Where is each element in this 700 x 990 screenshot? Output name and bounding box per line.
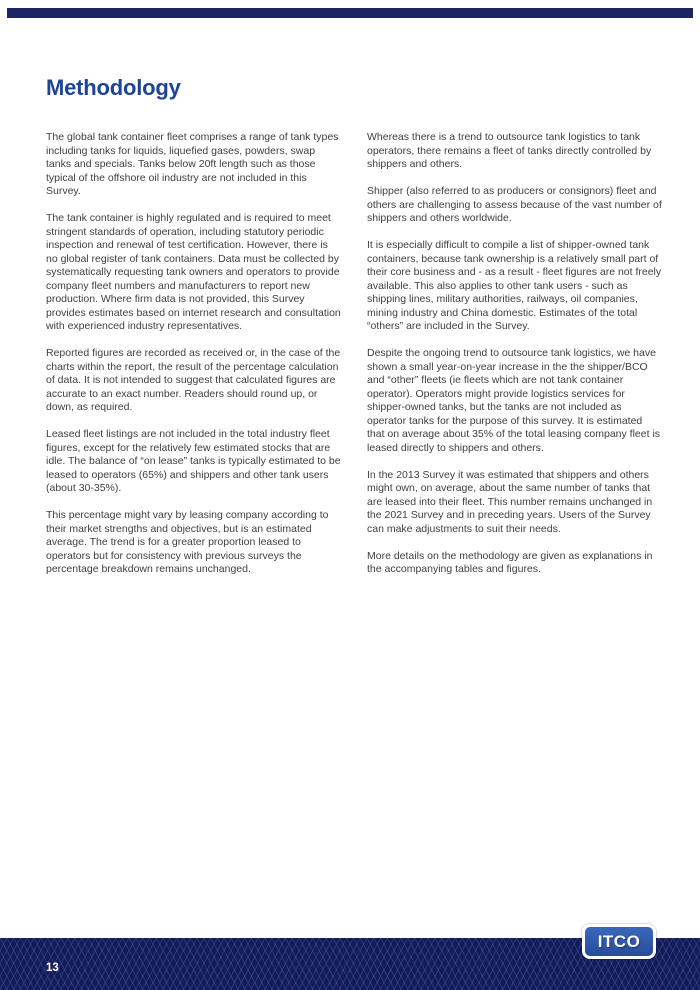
itco-logo-text: ITCO [597, 931, 641, 951]
paragraph: In the 2013 Survey it was estimated that shippers and others might own, on average, about the same number of tanks that are leased into their fleet. This number remains unchanged in the 2021 Survey and in preceding years. Users of the Survey can make adjustments to suit their needs. [367, 468, 653, 535]
page-title: Methodology [46, 75, 181, 100]
itco-logo [582, 924, 656, 959]
paragraph: It is especially difficult to compile a list of shipper-owned tank containers, because tank ownership is a relatively small part of their core business and - as a result - fleet figures are not freely available. This also applies to other tank users - such as shipping lines, military authorities, railways, oil companies, mining industry and China domestic. Estimates of the total “others” are included in the Survey. [367, 239, 662, 332]
left-column [46, 131, 341, 590]
right-column [367, 131, 662, 590]
paragraph: The global tank container fleet comprises a range of tank types including tanks for liquids, liquefied gases, powders, swap tanks and specials. Tanks below 20ft length such as those typical of the offshore oil industry are not included in this Survey. [46, 131, 339, 197]
paragraph: This percentage might vary by leasing company according to their market strengths and objectives, but is an estimated average. The trend is for a greater proportion leased to operators but for consistency with previous surveys the percentage breakdown remains unchanged. [46, 509, 329, 575]
paragraph: Shipper (also referred to as producers or consignors) fleet and others are challenging to assess because of the vast number of shippers and others worldwide. [367, 185, 662, 224]
paragraph: Reported figures are recorded as received or, in the case of the charts within the report, the result of the percentage calculation of data. It is not intended to suggest that calculated figures are accurate to an exact number. Readers should round up, or down, as required. [46, 347, 341, 413]
paragraph: More details on the methodology are given as explanations in the accompanying tables and figures. [367, 549, 653, 575]
paragraph: Leased fleet listings are not included in the total industry fleet figures, except for the relatively few estimated stocks that are idle. The balance of “on lease” tanks is typically estimated to be leased to operators (65%) and shippers and other tank users (about 30-35%). [46, 428, 341, 494]
top-border-rule [7, 8, 693, 18]
paragraph: The tank container is highly regulated and is required to meet stringent standards of operation, including statutory periodic inspection and renewal of test certification. However, there is no global register of tank containers. Data must be collected by systematically requesting tank owners and operators to provide company fleet numbers and manufacturers to report new production. Where firm data is not provided, this Survey provides estimates based on internet research and consultation with experienced industry representatives. [46, 212, 341, 332]
body-columns [46, 131, 662, 590]
page-number: 13 [46, 962, 59, 974]
paragraph: Despite the ongoing trend to outsource tank logistics, we have shown a small year-on-year increase in the the shipper/BCO and “other” fleets (ie fleets which are not tank container operator). Operators might provide logistics services for shipper-owned tanks, but the tanks are not included as operator tanks for the purpose of this survey. It is estimated that on average about 35% of the total leasing company fleet is leased directly to shippers and others. [367, 347, 661, 454]
paragraph: Whereas there is a trend to outsource tank logistics to tank operators, there remains a fleet of tanks directly controlled by shippers and others. [367, 131, 652, 170]
